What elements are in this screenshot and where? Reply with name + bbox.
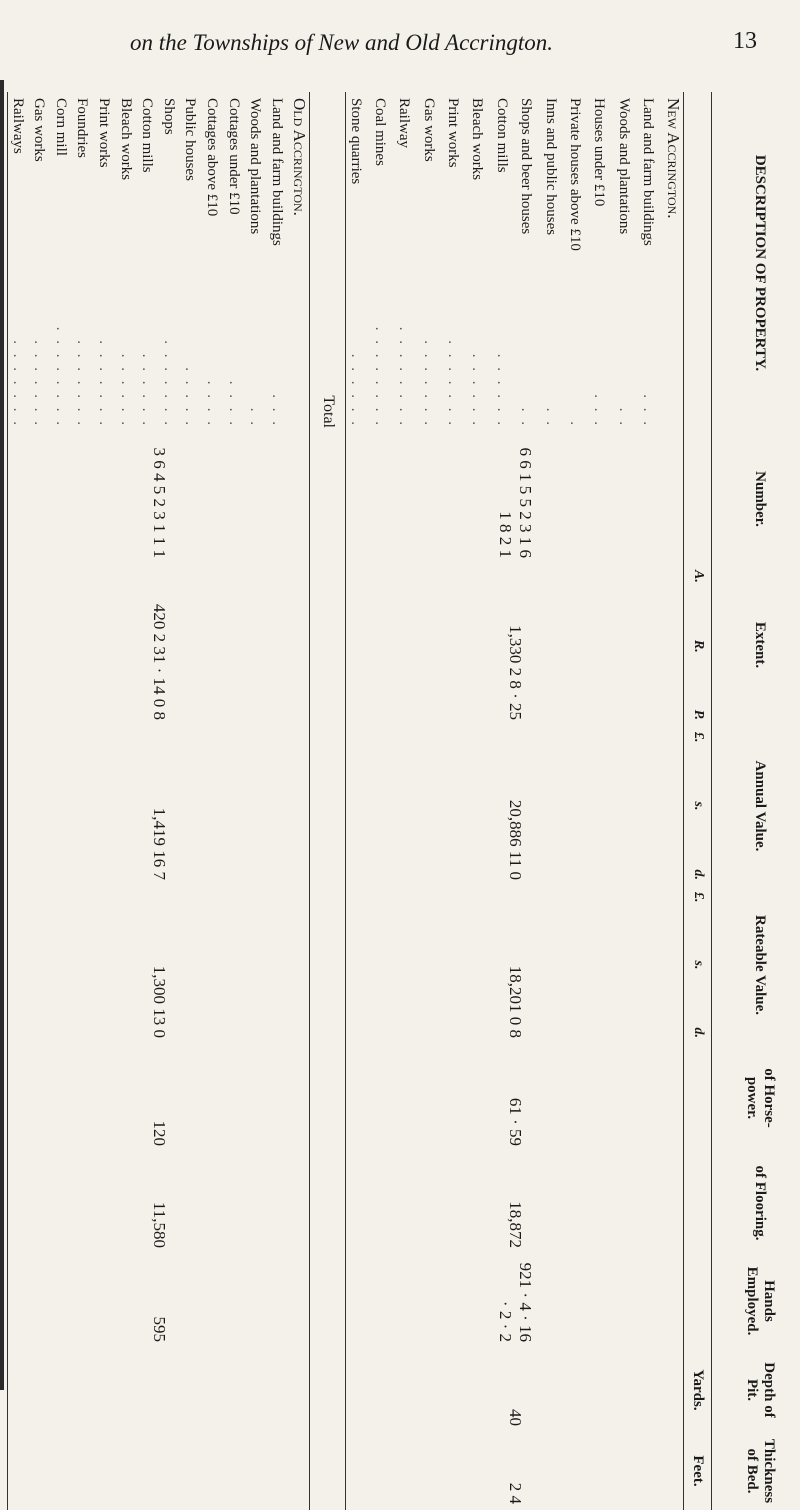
units-blank-5	[684, 1254, 712, 1348]
list-item: Shops and beer houses . .	[518, 98, 535, 428]
old-description	[8, 92, 310, 434]
header-hands: Hands Employed.	[712, 1254, 800, 1348]
old-total-blank-2	[0, 564, 8, 726]
rotated-table	[0, 92, 800, 1504]
new-extent: 1,330 2 8 · 25	[346, 564, 684, 726]
list-item: Private houses above £10 .	[567, 98, 583, 428]
new-horse-power: 61 · 59	[346, 1044, 684, 1152]
list-item: Land and farm buildings . . .	[268, 98, 285, 428]
new-rateable-value: 18,201 0 8	[346, 886, 684, 1044]
header-extent: Extent.	[712, 564, 800, 726]
old-rateable-value: 1,300 13 0	[8, 886, 310, 1044]
property-table	[0, 92, 800, 1510]
units-blank	[684, 92, 712, 434]
new-thickness: 2 4	[346, 1432, 684, 1510]
units-extent	[684, 564, 712, 726]
unit-pounds: £.	[690, 732, 706, 743]
new-total-blank	[310, 434, 346, 1510]
grand-total-rateable	[0, 886, 8, 1044]
old-numbers: 3 6 4 5 2 3 1 1 1	[8, 434, 310, 564]
list-item: Coal mines . . . . . . . .	[372, 98, 388, 428]
unit-yards: Yards.	[684, 1348, 712, 1432]
old-total-blank-1	[0, 434, 8, 564]
unit-feet: Feet.	[684, 1432, 712, 1510]
list-item: Stone quarries . . . . . .	[347, 98, 364, 428]
header-depth: Depth of Pit.	[712, 1348, 800, 1432]
page-number: 13	[733, 28, 757, 54]
units-blank-2	[684, 434, 712, 564]
new-total-label: Total	[310, 92, 346, 434]
old-annual-value: 1,419 16 7	[8, 726, 310, 886]
list-item: Cottages under £10 . . . .	[225, 98, 242, 428]
unit-roods: R.	[690, 639, 706, 653]
header-rateable-value: Rateable Value.	[712, 886, 800, 1044]
list-item: Shops . . . . . . .	[160, 98, 177, 428]
list-item: Public houses . . . . .	[182, 98, 199, 428]
old-hands: 595	[8, 1254, 310, 1348]
list-item: Corn mill . . . . . . . .	[52, 98, 69, 428]
old-section-title: Old Accrington.	[290, 98, 310, 216]
section-old-accrington	[8, 92, 310, 1510]
old-total-row	[0, 92, 8, 1510]
list-item: Gas works . . . . . . .	[31, 98, 48, 428]
new-numbers: 6 6 1 5 5 2 3 1 6 1 8 2 1	[346, 434, 684, 564]
old-horse-power: 120	[8, 1044, 310, 1152]
list-item: Cotton mills . . . . . .	[139, 98, 156, 428]
new-description	[346, 92, 684, 434]
header-description: DESCRIPTION OF PROPERTY.	[712, 92, 800, 434]
old-thickness	[8, 1432, 310, 1510]
list-item: Cotton mills . . . . . .	[493, 98, 510, 428]
list-item: Railway . . . . . . . .	[396, 98, 413, 428]
old-depth	[8, 1348, 310, 1432]
units-blank-4	[684, 1152, 712, 1254]
old-total-label	[0, 92, 8, 434]
old-flooring: 11,580	[8, 1152, 310, 1254]
list-item: Bleach works . . . . . .	[117, 98, 134, 428]
running-head-title: on the Townships of New and Old Accrington.	[130, 30, 553, 55]
list-item: Land and farm buildings . . .	[640, 98, 657, 428]
new-depth: 40	[346, 1348, 684, 1432]
new-hands: 921 · 4 · 16 · 2 · 2	[346, 1254, 684, 1348]
list-item: Gas works . . . . . . .	[420, 98, 437, 428]
list-item: Bleach works . . . . . .	[469, 98, 486, 428]
unit-pence: d.	[690, 869, 706, 880]
unit-acres: A.	[690, 570, 706, 583]
new-annual-value: 20,886 11 0	[346, 726, 684, 886]
list-item: Foundries . . . . . . .	[74, 98, 91, 428]
list-item: Woods and plantations . .	[615, 98, 632, 428]
new-section-title: New Accrington.	[664, 98, 684, 219]
header-flooring: of Flooring.	[712, 1152, 800, 1254]
new-flooring: 18,872	[346, 1152, 684, 1254]
header-horse-power: of Horse-power.	[712, 1044, 800, 1152]
list-item: Woods and plantations . .	[247, 98, 264, 428]
new-total-row	[310, 92, 346, 1510]
old-extent: 420 2 31 · 14 0 8	[8, 564, 310, 726]
list-item: Cottages above £10 . . . .	[204, 98, 221, 428]
unit-shillings: s.	[690, 960, 706, 970]
units-annual	[684, 726, 712, 886]
header-annual-value: Annual Value.	[712, 726, 800, 886]
list-item: Railways . . . . . . .	[9, 98, 26, 428]
unit-perches: P.	[690, 709, 706, 720]
section-new-accrington	[346, 92, 684, 1510]
list-item: Print works . . . . . . .	[96, 98, 113, 428]
grand-total-annual	[0, 726, 8, 886]
old-total-blank-3	[0, 1044, 8, 1510]
header-number: Number.	[712, 434, 800, 564]
unit-pounds: £.	[690, 892, 706, 903]
unit-shillings: s.	[690, 801, 706, 811]
units-rateable	[684, 886, 712, 1044]
unit-pence: d.	[690, 1027, 706, 1038]
list-item: Print works . . . . . . .	[445, 98, 462, 428]
list-item: Inns and public houses . .	[542, 98, 559, 428]
header-thickness: Thickness of Bed.	[712, 1432, 800, 1510]
units-blank-3	[684, 1044, 712, 1152]
list-item: Houses under £10 . . .	[591, 98, 608, 428]
